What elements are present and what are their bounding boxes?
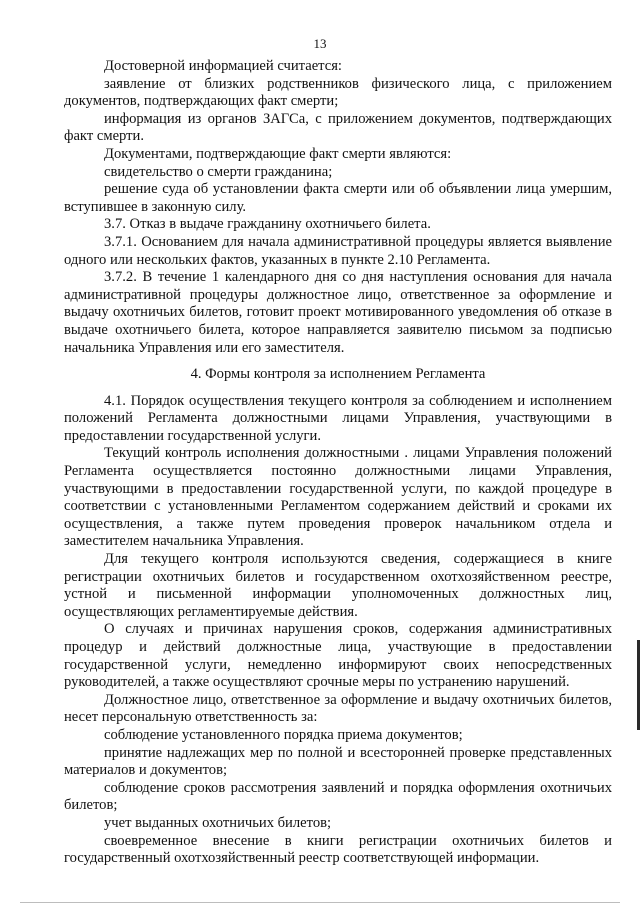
paragraph: Для текущего контроля используются сведения, содержащиеся в книге регистрации охотничьих билетов и государственном охотхозяйственном реестре, устной и письменной информации уполномоченных должностных лиц, осуществляющих регламентируемые действия. [64, 551, 612, 620]
paragraph: 4.1. Порядок осуществления текущего контроля за соблюдением и исполнением положений Регламента должностными лицами Управления, участвующими в предоставлении государственной услуги. [64, 392, 612, 444]
paragraph: Должностное лицо, ответственное за оформление и выдачу охотничьих билетов, несет персональную ответственность за: [64, 691, 612, 726]
paragraph: Достоверной информацией считается: [104, 58, 342, 74]
paragraph: своевременное внесение в книги регистрации охотничьих билетов и государственный охотхозяйственный реестр соответствующей информации. [64, 832, 612, 867]
paragraph: соблюдение установленного порядка приема документов; [104, 726, 463, 743]
paragraph: Документами, подтверждающие факт смерти являются: [104, 145, 452, 162]
paragraph: свидетельство о смерти гражданина; [104, 163, 333, 180]
page-number: 13 [313, 36, 327, 51]
paragraph: информация из органов ЗАГСа, с приложением документов, подтверждающих факт смерти. [64, 110, 612, 145]
paragraph: 3.7.2. В течение 1 календарного дня со дня наступления основания для начала административной процедуры должностное лицо, ответственное за оформление и выдачу охотничьих билетов, готовит проект мотивированного уведомления об отказе в выдаче охотничьего билета, которое направляется заявителю письмом за подписью начальника Управления или его заместителя. [64, 269, 612, 356]
paragraph: Текущий контроль исполнения должностными . лицами Управления положений Регламента осуществляется постоянно должностными лицами Управления, участвующими в предоставлении государственной услуги, по каждой процедуре в соответствии с установленными Регламентом содержанием действий и сроками их осуществления, а также путем проведения проверок начальником отдела и заместителем начальника Управления. [64, 445, 612, 550]
document-body [64, 58, 612, 868]
paragraph: учет выданных охотничьих билетов; [104, 814, 332, 831]
paragraph: принятие надлежащих мер по полной и всесторонней проверке представленных материалов и документов; [64, 744, 612, 779]
paragraph: соблюдение сроков рассмотрения заявлений и порядка оформления охотничьих билетов; [64, 779, 612, 814]
paragraph: 3.7.1. Основанием для начала административной процедуры является выявление одного или нескольких фактов, указанных в пункте 2.10 Регламента. [64, 233, 612, 268]
section-heading: 4. Формы контроля за исполнением Регламента [190, 366, 486, 383]
paragraph: О случаях и причинах нарушения сроков, содержания административных процедур и действий должностные лица, участвующие в предоставлении государственной услуги, немедленно информируют своих непосредственных руководителей, а также осуществляют срочные меры по устранению нарушений. [64, 621, 612, 691]
paragraph: заявление от близких родственников физического лица, с приложением документов, подтверждающих факт смерти; [64, 75, 612, 110]
scan-edge-line [20, 902, 620, 903]
paragraph: 3.7. Отказ в выдаче гражданину охотничьего билета. [104, 216, 431, 233]
paragraph: решение суда об установлении факта смерти или об объявлении лица умершим, вступившее в законную силу. [64, 181, 612, 215]
